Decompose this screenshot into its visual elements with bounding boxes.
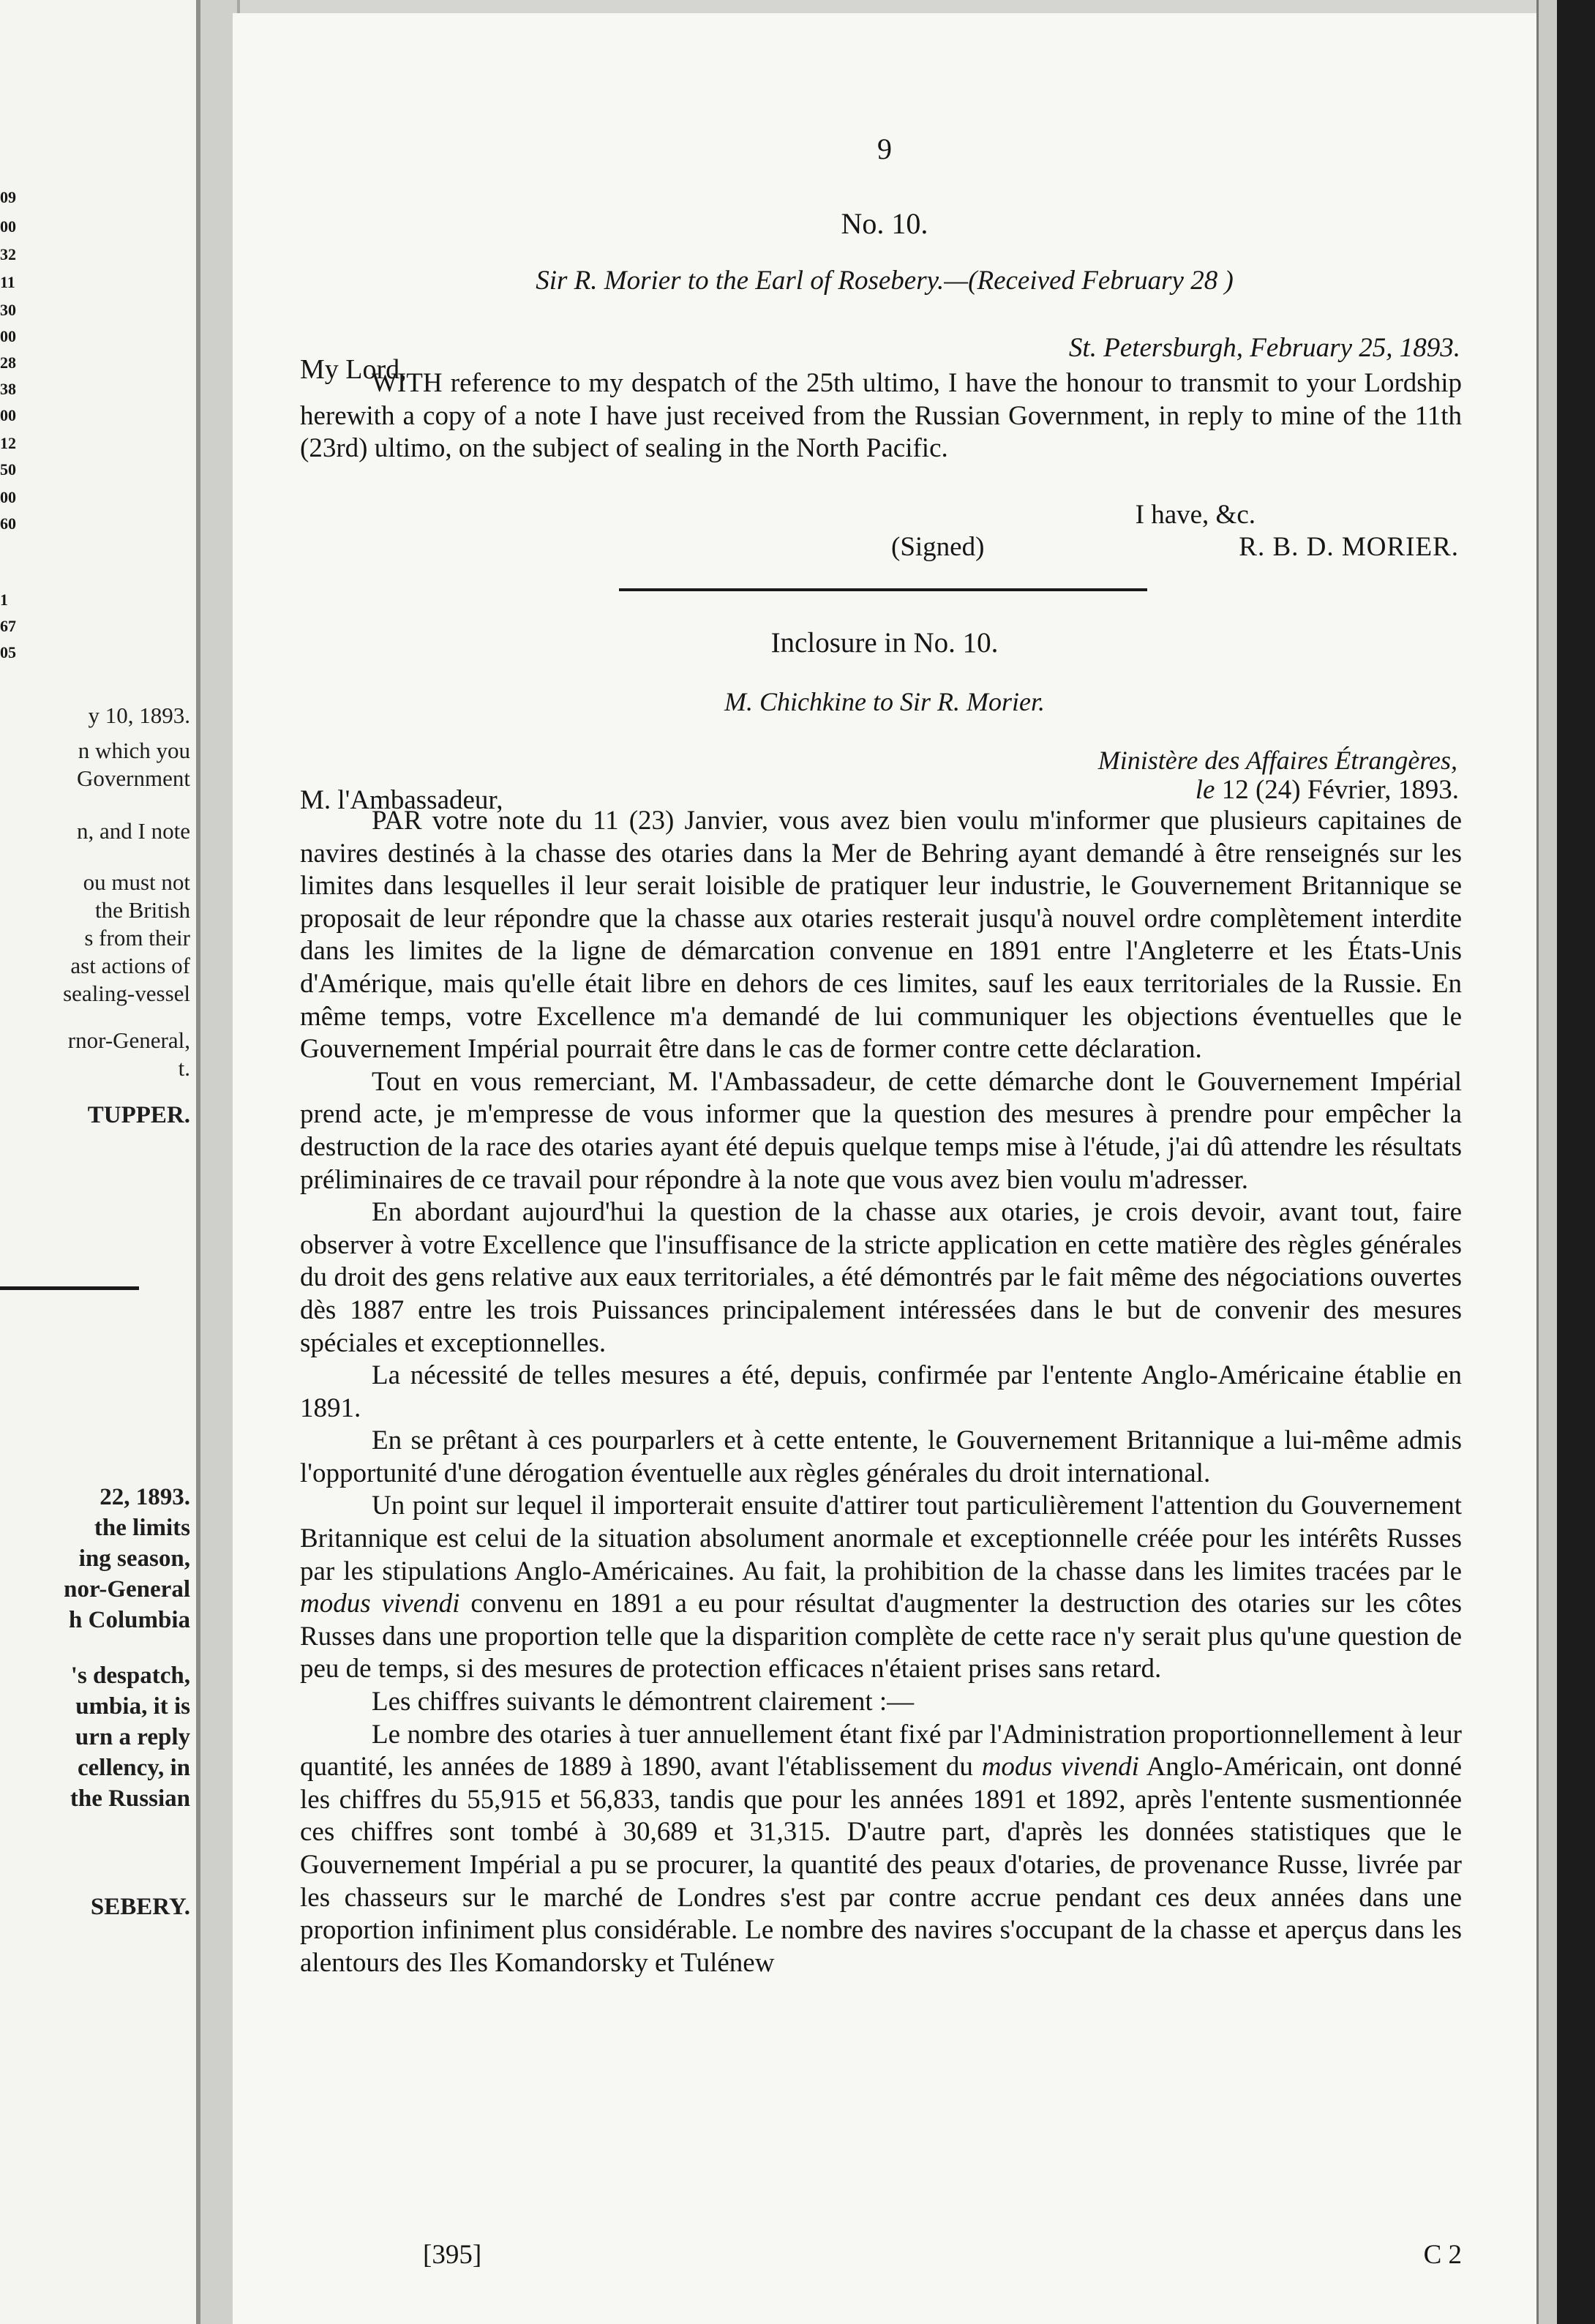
letter-body [300,367,1462,465]
scan-border [1557,0,1595,2324]
facing-page-line: the British [94,897,190,923]
facing-page-line: nor-General [64,1576,190,1603]
inclosure-address: M. l'Ambassadeur, [300,785,503,815]
margin-number: 50 [0,460,16,479]
ministry-name: Ministère des Affaires Étrangères, [1097,746,1457,775]
margin-number: 00 [0,217,16,236]
scan-right-edge [1536,0,1559,2324]
ministry-date-prefix: le [1195,775,1215,805]
margin-number: 05 [0,643,16,661]
section-divider [619,588,1147,591]
facing-page-line: cellency, in [78,1755,190,1781]
facing-page-line: SEBERY. [90,1894,190,1920]
signed-label: (Signed) [891,532,985,562]
margin-number: 38 [0,380,16,398]
document-heading [233,265,1536,296]
place-date: St. Petersburgh, February 25, 1893. [1068,333,1460,363]
margin-number: 1 [0,591,8,609]
document-number: No. 10. [841,207,928,240]
facing-page-line: h Columbia [69,1607,190,1633]
facing-page [0,0,196,2324]
margin-number: 12 [0,434,16,452]
margin-number: 09 [0,188,16,206]
facing-page-rule [0,1286,139,1290]
margin-number: 60 [0,514,16,533]
inclosure-paragraph: La nécessité de telles mesures a été, depuis, confirmée par l'entente Anglo-Américaine établie en 1891. [300,1360,1462,1423]
document-page [233,13,1536,2324]
printer-signature: [395] [423,2240,482,2270]
facing-page-line: y 10, 1893. [88,702,190,728]
inclosure-paragraph: En abordant aujourd'hui la question de la chasse aux otaries, je crois devoir, avant tout, faire observer à votre Excellence que l'insuffisance de la stricte application en cette matière des règles générales du droit des gens relative aux eaux territoriales, a été démontrés par le fait même des négociations ouvertes dès 1887 entre les trois Puissances principalement intéressées dans le but de convenir des mesures spéciales et exceptionnelles. [300,1197,1462,1358]
inclosure-paragraph: En se prêtant à ces pourparlers et à cette entente, le Gouvernement Britannique a lui-même admis l'opportunité d'une dérogation éventuelle aux règles générales du droit international. [300,1425,1462,1488]
margin-number: 00 [0,406,16,424]
margin-number: 30 [0,301,16,319]
inclosure-paragraph: Le nombre des otaries à tuer annuellement étant fixé par l'Administration proportionnellement à leur quantité, les années de 1889 à 1890, avant l'établissement du modus vivendi Anglo-Américain, ont donné les chiffres du 55,915 et 56,833, tandis que pour les années 1891 et 1892, après l'entente susmentionnée ces chiffres sont tombé à 30,689 et 31,315. D'autre part, d'après les données statistiques que le Gouvernement Impérial a pu se procurer, la quantité des peaux d'otaries, de provenance Russe, livrée par les chasseurs sur le marché de Londres s'est par contre accrue pendant ces deux années dans une proportion infiniment plus considérable. Le nombre des navires s'occupant de la chasse et aperçus dans les alentours des Iles Komandorsky et Tulénew [300,1719,1462,1978]
facing-page-line: Government [77,765,190,791]
facing-page-line: the limits [94,1515,190,1541]
facing-page-line: TUPPER. [87,1102,190,1128]
facing-page-line: ing season, [78,1545,190,1572]
facing-page-line: ast actions of [70,953,190,978]
latin-term: modus vivendi [300,1589,460,1619]
margin-number: 67 [0,617,16,635]
ministry-date-value: 12 (24) Février, 1893. [1221,775,1459,805]
inclosure-body [300,805,1462,1979]
facing-page-line: the Russian [70,1785,190,1812]
latin-term: modus vivendi [981,1752,1139,1783]
margin-number: 00 [0,327,16,345]
facing-page-line: ou must not [83,869,190,895]
facing-page-line: umbia, it is [75,1693,190,1720]
ministry-date [1196,774,1459,806]
facing-page-line: 's despatch, [70,1663,190,1689]
facing-page-line: s from their [84,925,190,951]
letter-closing: I have, &c. [1135,500,1256,530]
salutation: My Lord, [300,354,407,385]
facing-page-line: 22, 1893. [100,1484,190,1510]
facing-page-line: t. [178,1055,190,1081]
facing-page-line: n which you [78,738,190,763]
margin-number: 00 [0,488,16,506]
inclosure-heading: M. Chichkine to Sir R. Morier. [724,687,1045,716]
inclosure-paragraph: Un point sur lequel il importerait ensuite d'attirer tout particulièrement l'attention du Gouvernement Britannique est celui de la situation absolument anormale et exceptionnelle créée pour les intérêts Russes par les stipulations Anglo-Américaines. Au fait, la prohibition de la chasse dans les limites tracées par le modus vivendi convenu en 1891 a eu pour résultat d'augmenter la destruction des otaries sur les côtes Russes dans une proportion telle que la disparition complète de cette race n'y serait plus qu'une question de peu de temps, si des mesures de protection efficaces n'étaient prises sans retard. [300,1491,1462,1684]
facing-page-line: rnor-General, [67,1027,190,1053]
inclosure-title: Inclosure in No. 10. [770,627,999,659]
signatory-name: R. B. D. MORIER. [1239,532,1459,562]
facing-page-line: sealing-vessel [63,981,190,1006]
inclosure-paragraph: Les chiffres suivants le démontrent clairement :— [372,1687,915,1717]
facing-page-line: n, and I note [77,818,190,844]
page-number: 9 [877,132,892,165]
heading-sender: Sir R. Morier to the Earl of Rosebery. [536,266,945,296]
inclosure-paragraph: PAR votre note du 11 (23) Janvier, vous avez bien voulu m'informer que plusieurs capitaines de navires destinés à la chasse des otaries dans la Mer de Behring ayant demandé à être renseignés sur les limites dans lesquelles il leur serait loisible de pratiquer leur industrie, le Gouvernement Britannique se proposait de leur répondre que la chasse aux otaries resterait jusqu'à nouvel ordre complètement interdite dans les limites de la ligne de démarcation convenue en 1891 entre l'Angleterre et les États-Unis d'Amérique, mais qu'elle était libre en dehors de ces limites, sauf les eaux territoriales de la Russie. En même temps, votre Excellence m'a demandé de lui communiquer les objections éventuelles que le Gouvernement Impérial pourrait être dans le cas de former contre cette déclaration. [300,806,1462,1065]
margin-number: 28 [0,353,16,372]
inclosure-paragraph: Tout en vous remerciant, M. l'Ambassadeur, de cette démarche dont le Gouvernement Impérial prend acte, je m'empresse de vous informer que la question des mesures à prendre pour empêcher la destruction de la race des otaries ayant été depuis quelque temps mise à l'étude, j'ai dû attendre les résultats préliminaires de ce travail pour répondre à la note que vous avez bien voulu m'adresser. [300,1066,1462,1195]
margin-number: 32 [0,245,16,263]
heading-received: —(Received February 28 ) [944,266,1234,296]
margin-number: 11 [0,273,15,291]
letter-paragraph: WITH reference to my despatch of the 25th ultimo, I have the honour to transmit to your Lordship herewith a copy of a note I have just received from the Russian Government, in reply to mine of the 11th (23rd) ultimo, on the subject of sealing in the North Pacific. [300,368,1462,464]
gathering-code: C 2 [1423,2240,1462,2270]
facing-page-line: urn a reply [75,1724,190,1750]
